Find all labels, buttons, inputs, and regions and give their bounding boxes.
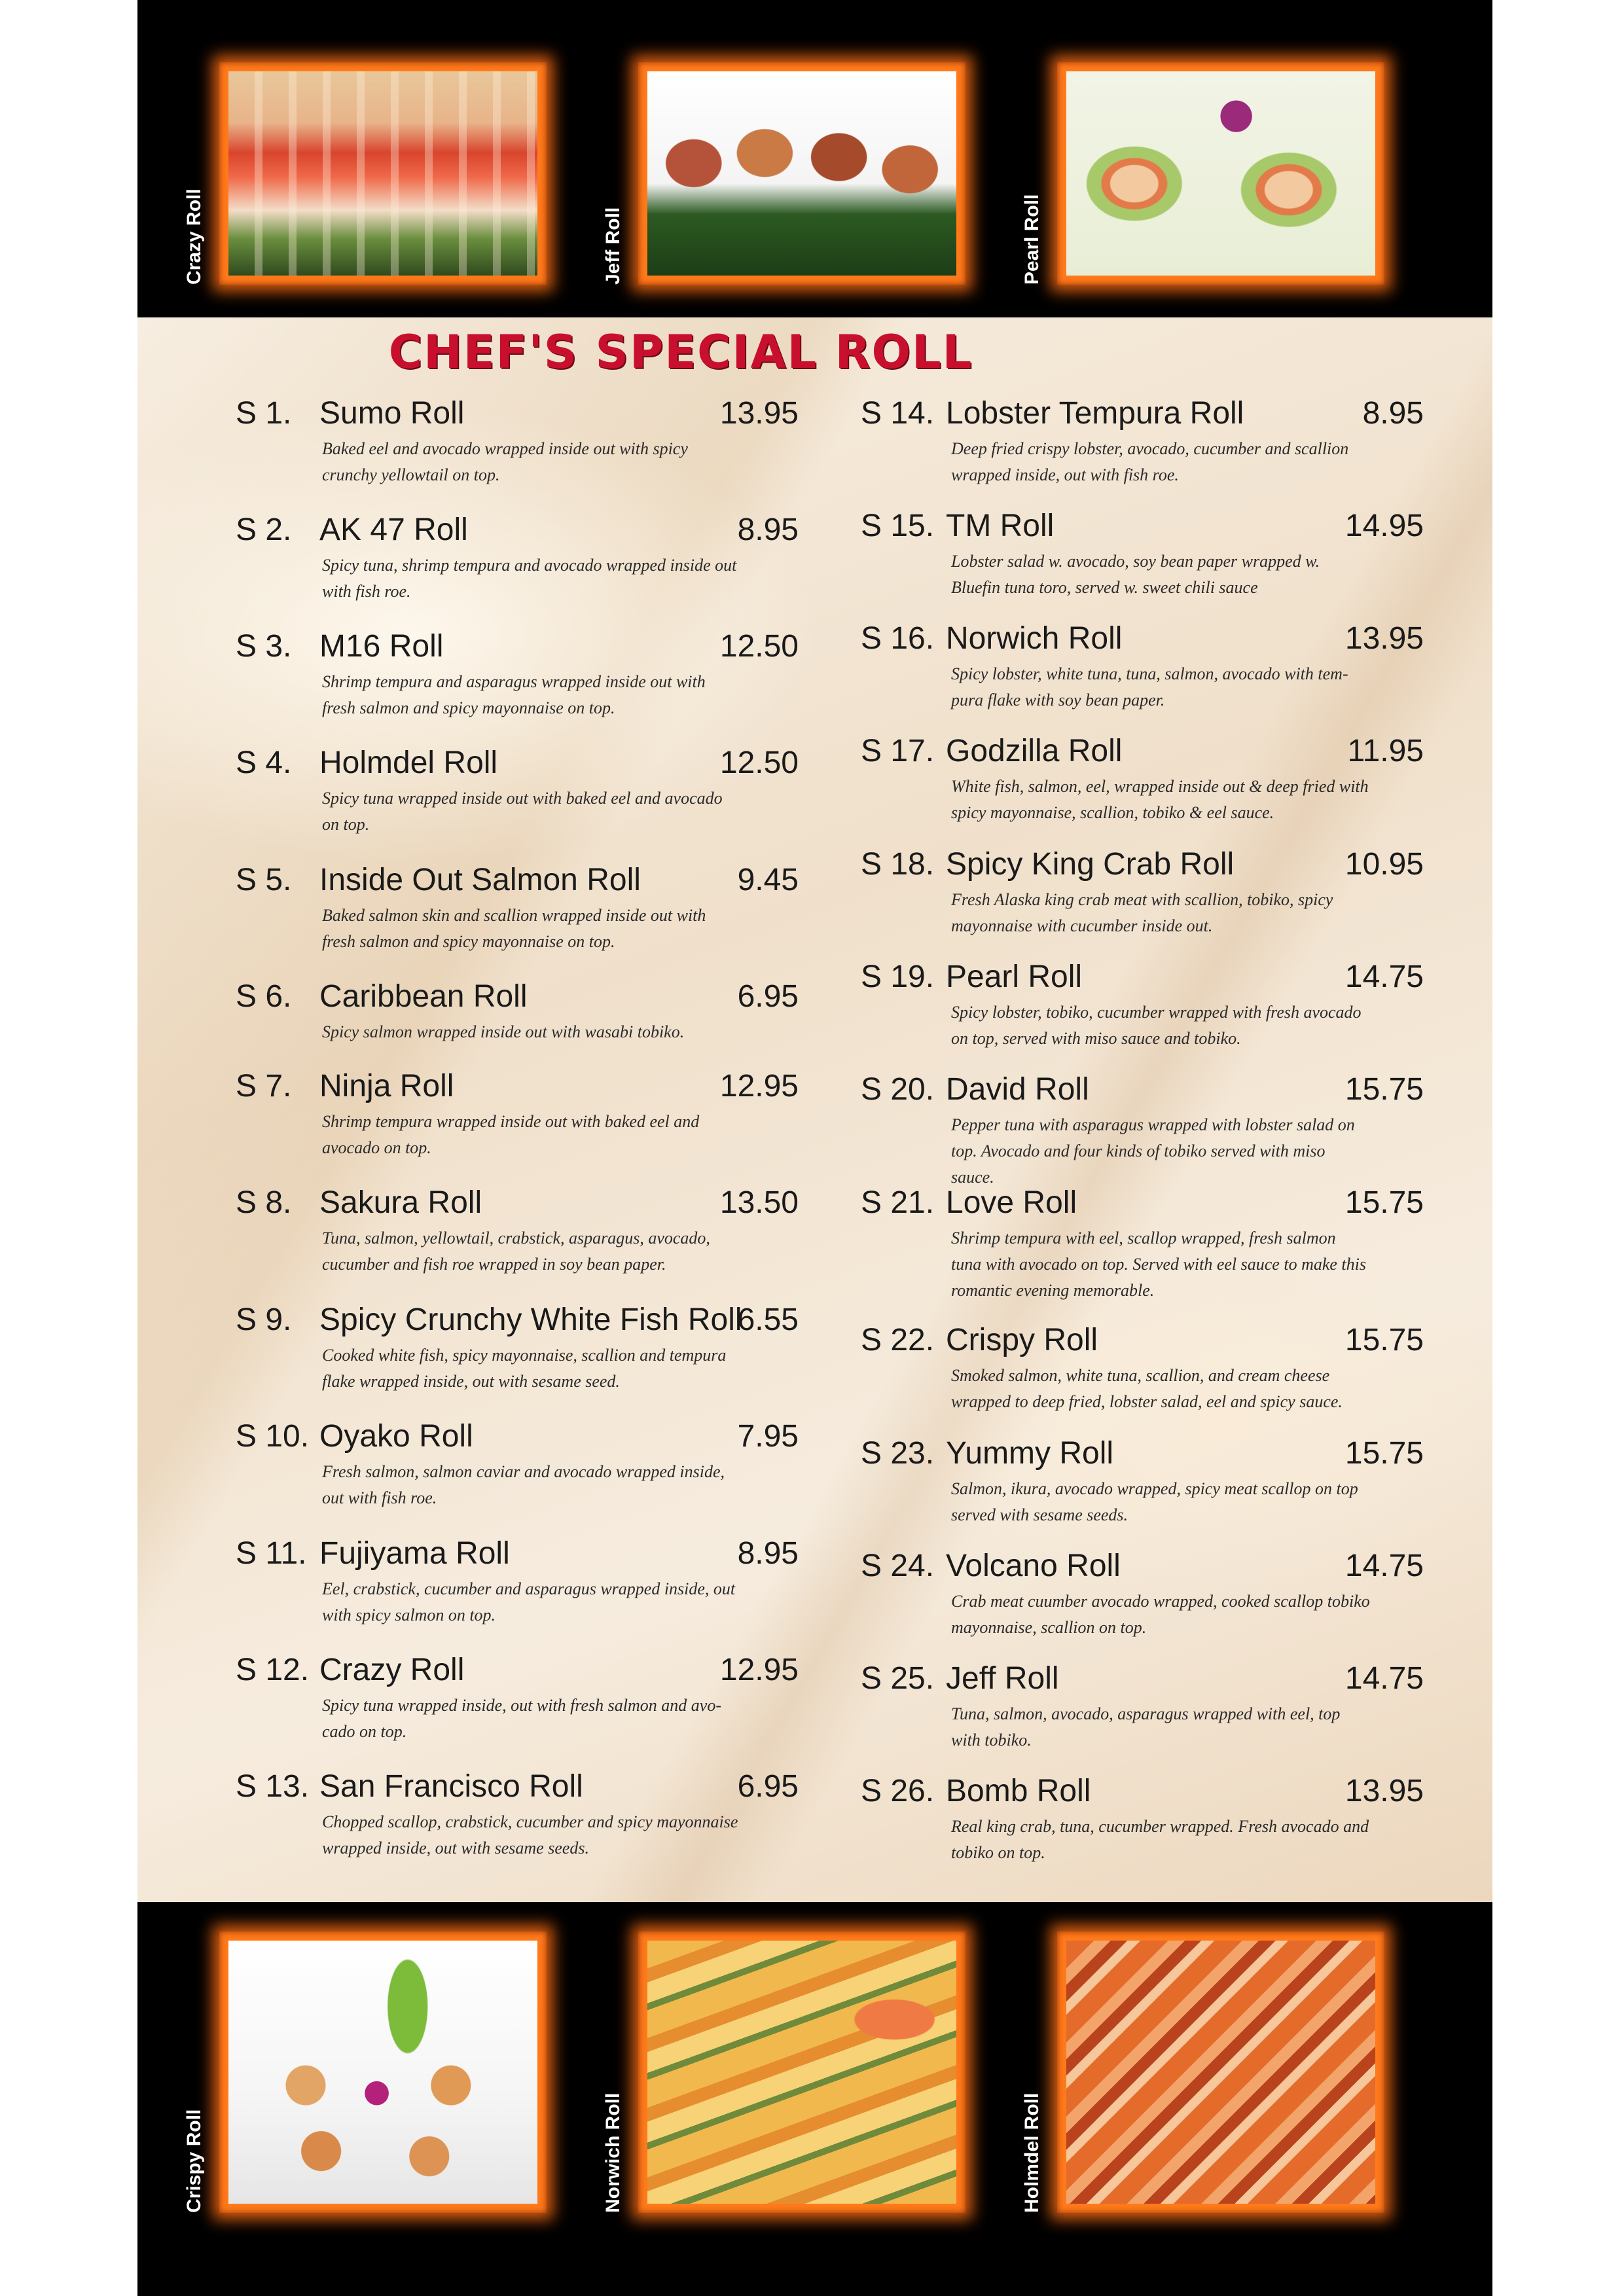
menu-item-description: White fish, salmon, eel, wrapped inside out & deep fried with spicy mayonnaise, scallion, tobiko & eel sauce.: [951, 777, 1369, 822]
menu-item-name: Caribbean Roll: [319, 979, 528, 1014]
menu-item-header: [236, 393, 799, 435]
menu-item-price: 14.75: [1344, 1661, 1424, 1696]
menu-item-name: Volcano Roll: [946, 1549, 1121, 1583]
menu-item-description: Tuna, salmon, avocado, asparagus wrapped with eel, top with tobiko.: [951, 1704, 1341, 1749]
photo-label: Jeff Roll: [602, 207, 624, 285]
menu-item-header: [861, 956, 1424, 998]
menu-item-description: Spicy salmon wrapped inside out with wasabi tobiko.: [322, 1022, 685, 1041]
menu-item-header: [861, 1770, 1424, 1812]
menu-item-price: 6.95: [737, 979, 799, 1014]
menu-item-description: Fresh salmon, salmon caviar and avocado wrapped inside, out with fish roe.: [322, 1462, 725, 1507]
menu-item-name: Sakura Roll: [319, 1185, 482, 1220]
menu-item-code: S 21.: [861, 1185, 935, 1220]
jeff-roll-photo: [647, 71, 956, 276]
menu-item-price: 14.75: [1344, 1549, 1424, 1583]
menu-item-description: Spicy tuna wrapped inside out with baked eel and avocado on top.: [322, 789, 723, 834]
photo-group-norwich: [602, 1931, 1021, 2213]
menu-item-name: David Roll: [946, 1072, 1089, 1107]
menu-item: [236, 1182, 799, 1278]
menu-item-header: [861, 1433, 1424, 1475]
menu-item-code: S 17.: [861, 734, 935, 768]
menu-item-description: Salmon, ikura, avocado wrapped, spicy meat scallop on top served with sesame seeds.: [951, 1479, 1358, 1524]
menu-item-description: Fresh Alaska king crab meat with scallion, tobiko, spicy mayonnaise with cucumber inside out.: [951, 890, 1333, 935]
menu-item-code: S 7.: [236, 1069, 292, 1103]
menu-item-name: Fujiyama Roll: [319, 1536, 510, 1571]
menu-item-code: S 15.: [861, 509, 935, 543]
menu-item-header: [861, 844, 1424, 886]
menu-item-description: Real king crab, tuna, cucumber wrapped. Fresh avocado and tobiko on top.: [951, 1817, 1369, 1862]
photo-label: Crazy Roll: [183, 188, 205, 285]
menu-item-name: Norwich Roll: [946, 621, 1123, 656]
menu-item: [236, 742, 799, 838]
menu-item-code: S 9.: [236, 1302, 292, 1337]
menu-item-header: [236, 1416, 799, 1458]
menu-item: [236, 509, 799, 605]
menu-item-price: 15.75: [1344, 1323, 1424, 1357]
menu-item-description: Eel, crabstick, cucumber and asparagus wrapped inside, out with spicy salmon on top.: [322, 1579, 736, 1624]
menu-item: [861, 1433, 1424, 1528]
menu-item-price: 8.95: [737, 1536, 799, 1571]
menu-item: [861, 1545, 1424, 1641]
menu-item-description: Spicy lobster, white tuna, tuna, salmon, avocado with tem-pura flake with soy bean paper.: [951, 664, 1348, 709]
menu-item-header: [236, 626, 799, 668]
menu-item-header: [861, 618, 1424, 660]
menu-item: [236, 393, 799, 488]
menu-item-name: Jeff Roll: [946, 1661, 1059, 1696]
photo-frame: [638, 1931, 965, 2213]
menu-item-code: S 20.: [861, 1072, 935, 1107]
menu-item: [236, 976, 799, 1045]
menu-item-header: [861, 393, 1424, 435]
menu-item-price: 8.95: [737, 512, 799, 547]
menu-item-code: S 8.: [236, 1185, 292, 1220]
menu-item-header: [236, 742, 799, 784]
menu-item-description: Crab meat cuumber avocado wrapped, cooked scallop tobiko mayonnaise, scallion on top.: [951, 1592, 1370, 1637]
menu-item: [861, 1770, 1424, 1866]
menu-item-price: 13.95: [1344, 1774, 1424, 1808]
menu-item-description: Baked salmon skin and scallion wrapped inside out with fresh salmon and spicy mayonnaise on top.: [322, 906, 706, 951]
menu-item-header: [861, 1545, 1424, 1587]
menu-item-code: S 5.: [236, 863, 292, 897]
menu-item-price: 13.95: [1344, 621, 1424, 656]
photo-frame: [638, 62, 965, 285]
menu-item-header: [236, 509, 799, 551]
menu-item: [236, 1416, 799, 1511]
menu-item-code: S 14.: [861, 396, 935, 431]
menu-item-price: 15.75: [1344, 1436, 1424, 1471]
menu-item-price: 14.95: [1344, 509, 1424, 543]
page-title: CHEF'S SPECIAL ROLL: [388, 325, 973, 379]
menu-item-description: Tuna, salmon, yellowtail, crabstick, asparagus, avocado, cucumber and fish roe wrapped in soy bean paper.: [322, 1229, 710, 1274]
menu-item-name: Inside Out Salmon Roll: [319, 863, 641, 897]
menu-item-price: 12.50: [719, 629, 799, 664]
menu-item-header: [236, 1299, 799, 1341]
menu-item-price: 12.95: [719, 1653, 799, 1687]
photo-label: Norwich Roll: [602, 2092, 624, 2213]
menu-item-name: Spicy King Crab Roll: [946, 847, 1235, 882]
menu-item-description: Baked eel and avocado wrapped inside out with spicy crunchy yellowtail on top.: [322, 439, 688, 484]
menu-item-name: Godzilla Roll: [946, 734, 1123, 768]
menu-item-header: [861, 1319, 1424, 1361]
norwich-roll-photo: [647, 1941, 956, 2204]
menu-item-name: AK 47 Roll: [319, 512, 468, 547]
menu-item-name: Holmdel Roll: [319, 745, 498, 780]
menu-item-name: Ninja Roll: [319, 1069, 454, 1103]
menu-item-price: 6.95: [737, 1769, 799, 1804]
menu-item-header: [236, 1182, 799, 1224]
menu-item-name: Crispy Roll: [946, 1323, 1098, 1357]
menu-item: [861, 1658, 1424, 1753]
menu-item-name: TM Roll: [946, 509, 1055, 543]
menu-item: [236, 859, 799, 955]
menu-item-header: [861, 730, 1424, 772]
menu-item: [236, 1766, 799, 1861]
menu-item-price: 10.95: [1344, 847, 1424, 882]
menu-item-header: [236, 1649, 799, 1691]
menu-item-code: S 13.: [236, 1769, 310, 1804]
menu-item-code: S 23.: [861, 1436, 935, 1471]
menu-page: [137, 0, 1492, 2296]
menu-item-header: [861, 1069, 1424, 1111]
menu-item: [861, 1182, 1424, 1304]
photo-group-pearl: [1021, 62, 1440, 285]
menu-item-code: S 3.: [236, 629, 292, 664]
menu-item-code: S 10.: [236, 1419, 310, 1454]
menu-item-name: Pearl Roll: [946, 960, 1083, 994]
menu-item-code: S 1.: [236, 396, 292, 431]
menu-item-code: S 6.: [236, 979, 292, 1014]
menu-item: [236, 1533, 799, 1628]
menu-item-header: [236, 976, 799, 1018]
menu-item-name: San Francisco Roll: [319, 1769, 583, 1804]
menu-item: [861, 956, 1424, 1052]
menu-item-name: Oyako Roll: [319, 1419, 473, 1454]
menu-item-code: S 2.: [236, 512, 292, 547]
menu-item-description: Spicy tuna wrapped inside, out with fresh salmon and avo-cado on top.: [322, 1696, 721, 1741]
menu-item-description: Smoked salmon, white tuna, scallion, and cream cheese wrapped to deep fried, lobster salad, eel and spicy sauce.: [951, 1366, 1343, 1411]
menu-item-price: 9.45: [737, 863, 799, 897]
menu-item-description: Spicy lobster, tobiko, cucumber wrapped with fresh avocado on top, served with miso sauce and tobiko.: [951, 1003, 1362, 1048]
menu-item-price: 8.95: [1362, 396, 1424, 431]
menu-item-name: Yummy Roll: [946, 1436, 1114, 1471]
menu-item-code: S 19.: [861, 960, 935, 994]
menu-item-name: Spicy Crunchy White Fish Roll: [319, 1302, 742, 1337]
photo-label: Pearl Roll: [1021, 194, 1043, 285]
menu-item-header: [236, 1533, 799, 1575]
menu-item-price: 12.95: [719, 1069, 799, 1103]
menu-item: [861, 1069, 1424, 1191]
menu-item-code: S 16.: [861, 621, 935, 656]
menu-item-code: S 22.: [861, 1323, 935, 1357]
menu-item-description: Spicy tuna, shrimp tempura and avocado wrapped inside out with fish roe.: [322, 556, 737, 601]
menu-item-price: 12.50: [719, 745, 799, 780]
menu-item: [236, 1299, 799, 1395]
photo-frame: [219, 62, 547, 285]
menu-item: [861, 618, 1424, 713]
photo-frame: [1057, 1931, 1384, 2213]
menu-item: [236, 626, 799, 721]
pearl-roll-photo: [1066, 71, 1375, 276]
menu-item-header: [861, 1182, 1424, 1224]
crispy-roll-photo: [228, 1941, 537, 2204]
menu-item-code: S 12.: [236, 1653, 310, 1687]
photo-frame: [219, 1931, 547, 2213]
menu-item: [861, 730, 1424, 826]
menu-item-price: 15.75: [1344, 1072, 1424, 1107]
menu-item-code: S 25.: [861, 1661, 935, 1696]
menu-item-description: Lobster salad w. avocado, soy bean paper wrapped w. Bluefin tuna toro, served w. sweet chili sauce: [951, 552, 1320, 597]
bottom-photo-band: [137, 1902, 1492, 2296]
menu-item-name: Lobster Tempura Roll: [946, 396, 1244, 431]
menu-item-description: Shrimp tempura and asparagus wrapped inside out with fresh salmon and spicy mayonnaise on top.: [322, 672, 706, 717]
menu-item: [861, 1319, 1424, 1415]
photo-label: Holmdel Roll: [1021, 2092, 1043, 2213]
menu-item-header: [236, 1766, 799, 1808]
photo-label: Crispy Roll: [183, 2109, 205, 2213]
menu-item-price: 13.95: [719, 396, 799, 431]
menu-item-price: 7.95: [737, 1419, 799, 1454]
top-photo-band: [137, 0, 1492, 317]
menu-item: [236, 1649, 799, 1745]
menu-item-description: Shrimp tempura wrapped inside out with baked eel and avocado on top.: [322, 1112, 700, 1157]
menu-item: [861, 505, 1424, 601]
photo-group-crispy: [183, 1931, 602, 2213]
photo-group-jeff: [602, 62, 1021, 285]
menu-item: [861, 393, 1424, 488]
menu-item-price: 14.75: [1344, 960, 1424, 994]
photo-group-holmdel: [1021, 1931, 1440, 2213]
menu-item-description: Deep fried crispy lobster, avocado, cucumber and scallion wrapped inside, out with fish roe.: [951, 439, 1349, 484]
menu-item-name: Crazy Roll: [319, 1653, 465, 1687]
holmdel-roll-photo: [1066, 1941, 1375, 2204]
menu-item-price: 15.75: [1344, 1185, 1424, 1220]
menu-item-name: Love Roll: [946, 1185, 1077, 1220]
menu-item-description: Shrimp tempura with eel, scallop wrapped, fresh salmon tuna with avocado on top. Served with eel sauce to make this romantic evening memorable.: [951, 1229, 1366, 1300]
menu-item-header: [861, 505, 1424, 547]
photo-frame: [1057, 62, 1384, 285]
menu-item-header: [236, 1066, 799, 1107]
menu-item-description: Chopped scallop, crabstick, cucumber and spicy mayonnaise wrapped inside, out with sesame seeds.: [322, 1812, 738, 1857]
menu-item-price: 6.55: [737, 1302, 799, 1337]
menu-item-code: S 4.: [236, 745, 292, 780]
menu-item-code: S 11.: [236, 1536, 307, 1571]
photo-group-crazy: [183, 62, 602, 285]
menu-item: [861, 844, 1424, 939]
menu-item-name: M16 Roll: [319, 629, 444, 664]
menu-item-name: Bomb Roll: [946, 1774, 1091, 1808]
menu-item: [236, 1066, 799, 1161]
menu-item-code: S 24.: [861, 1549, 935, 1583]
menu-item-code: S 18.: [861, 847, 935, 882]
crazy-roll-photo: [228, 71, 537, 276]
menu-content: [137, 317, 1492, 1902]
menu-item-header: [236, 859, 799, 901]
menu-item-description: Pepper tuna with asparagus wrapped with lobster salad on top. Avocado and four kinds of tobiko served with miso sauce.: [951, 1115, 1355, 1187]
menu-item-header: [861, 1658, 1424, 1700]
menu-item-name: Sumo Roll: [319, 396, 465, 431]
menu-item-price: 11.95: [1347, 734, 1424, 768]
menu-item-price: 13.50: [719, 1185, 799, 1220]
menu-item-code: S 26.: [861, 1774, 935, 1808]
menu-item-description: Cooked white fish, spicy mayonnaise, scallion and tempura flake wrapped inside, out with sesame seed.: [322, 1346, 727, 1391]
